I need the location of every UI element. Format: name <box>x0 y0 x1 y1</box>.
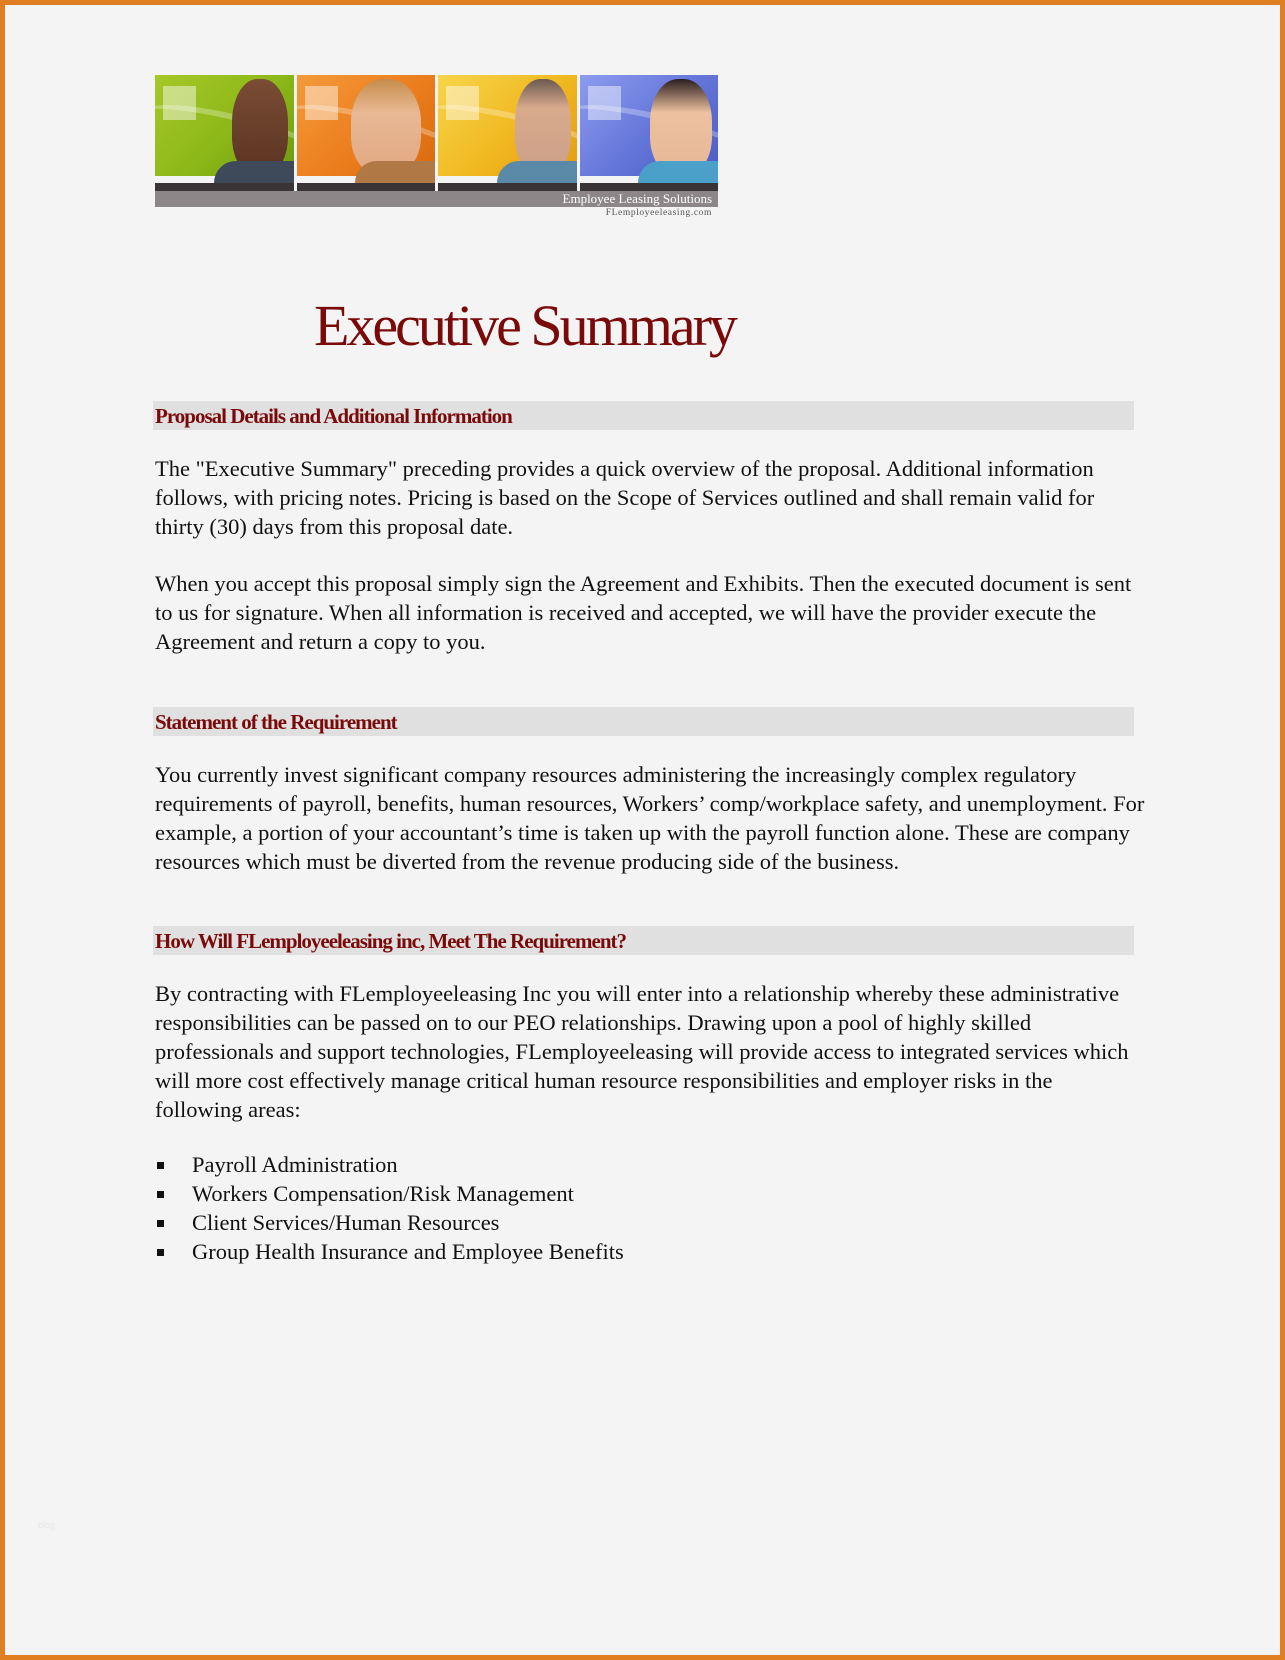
decorative-square-icon <box>163 86 196 120</box>
square-bullet-icon <box>157 1162 164 1169</box>
section-heading-proposal-details: Proposal Details and Additional Information <box>153 401 1134 430</box>
decorative-square-icon <box>446 86 479 120</box>
section-heading-meet-requirement: How Will FLemployeeleasing inc, Meet The Requirement? <box>153 926 1134 955</box>
panel-bottom-bar <box>438 183 577 191</box>
banner-photo-strip <box>155 75 718 191</box>
paragraph-requirement: You currently invest significant company resources administering the increasingly complex regulatory requirements of payroll, benefits, human resources, Workers’ comp/workplace safety, and unemployment. For example, a portion of your accountant’s time is taken up with the payroll function alone. These are company resources which must be diverted from the revenue producing side of the business. <box>155 762 1145 874</box>
section-heading-statement-requirement: Statement of the Requirement <box>153 707 1134 736</box>
banner-website: FLemployeeleasing.com <box>605 208 712 218</box>
list-item <box>155 1150 624 1179</box>
banner-panel-orange <box>297 75 436 191</box>
services-list <box>155 1150 624 1266</box>
panel-bottom-bar <box>580 183 719 191</box>
list-item <box>155 1208 624 1237</box>
paragraph-proposal-overview: The "Executive Summary" preceding provides a quick overview of the proposal. Additional information follows, with pricing notes. Pricing is based on the Scope of Services outlined and shall remain valid for thirty (30) days from this proposal date. <box>155 456 1095 539</box>
square-bullet-icon <box>157 1220 164 1227</box>
list-item-text: Workers Compensation/Risk Management <box>192 1181 574 1206</box>
person-shoulder <box>638 161 718 183</box>
decorative-square-icon <box>588 86 621 120</box>
person-shoulder <box>355 161 435 183</box>
person-shoulder <box>497 161 577 183</box>
list-item-text: Client Services/Human Resources <box>192 1210 500 1235</box>
panel-bottom-bar <box>297 183 436 191</box>
list-item-text: Payroll Administration <box>192 1152 398 1177</box>
person-shoulder <box>214 161 294 183</box>
panel-bottom-bar <box>155 183 294 191</box>
paragraph-acceptance: When you accept this proposal simply sign the Agreement and Exhibits. Then the executed document is sent to us for signature. When all information is received and accepted, we will have the provider execute the Agreement and return a copy to you. <box>155 571 1132 654</box>
paragraph-solution: By contracting with FLemployeeleasing Inc you will enter into a relationship whereby these administrative responsibilities can be passed on to our PEO relationships. Drawing upon a pool of highly skilled professionals and support technologies, FLemployeeleasing will provide access to integrated services which will more cost effectively manage critical human resource responsibilities and employer risks in the following areas: <box>155 981 1129 1122</box>
banner-panel-yellow <box>438 75 577 191</box>
watermark: blog <box>38 1520 56 1530</box>
banner-panel-blue <box>580 75 719 191</box>
list-item-text: Group Health Insurance and Employee Benefits <box>192 1239 624 1264</box>
decorative-square-icon <box>305 86 338 120</box>
header-banner-image <box>155 75 718 223</box>
banner-tagline: Employee Leasing Solutions <box>155 191 718 207</box>
square-bullet-icon <box>157 1191 164 1198</box>
banner-panel-green <box>155 75 294 191</box>
document-title: Executive Summary <box>314 293 735 358</box>
square-bullet-icon <box>157 1249 164 1256</box>
list-item <box>155 1179 624 1208</box>
list-item <box>155 1237 624 1266</box>
